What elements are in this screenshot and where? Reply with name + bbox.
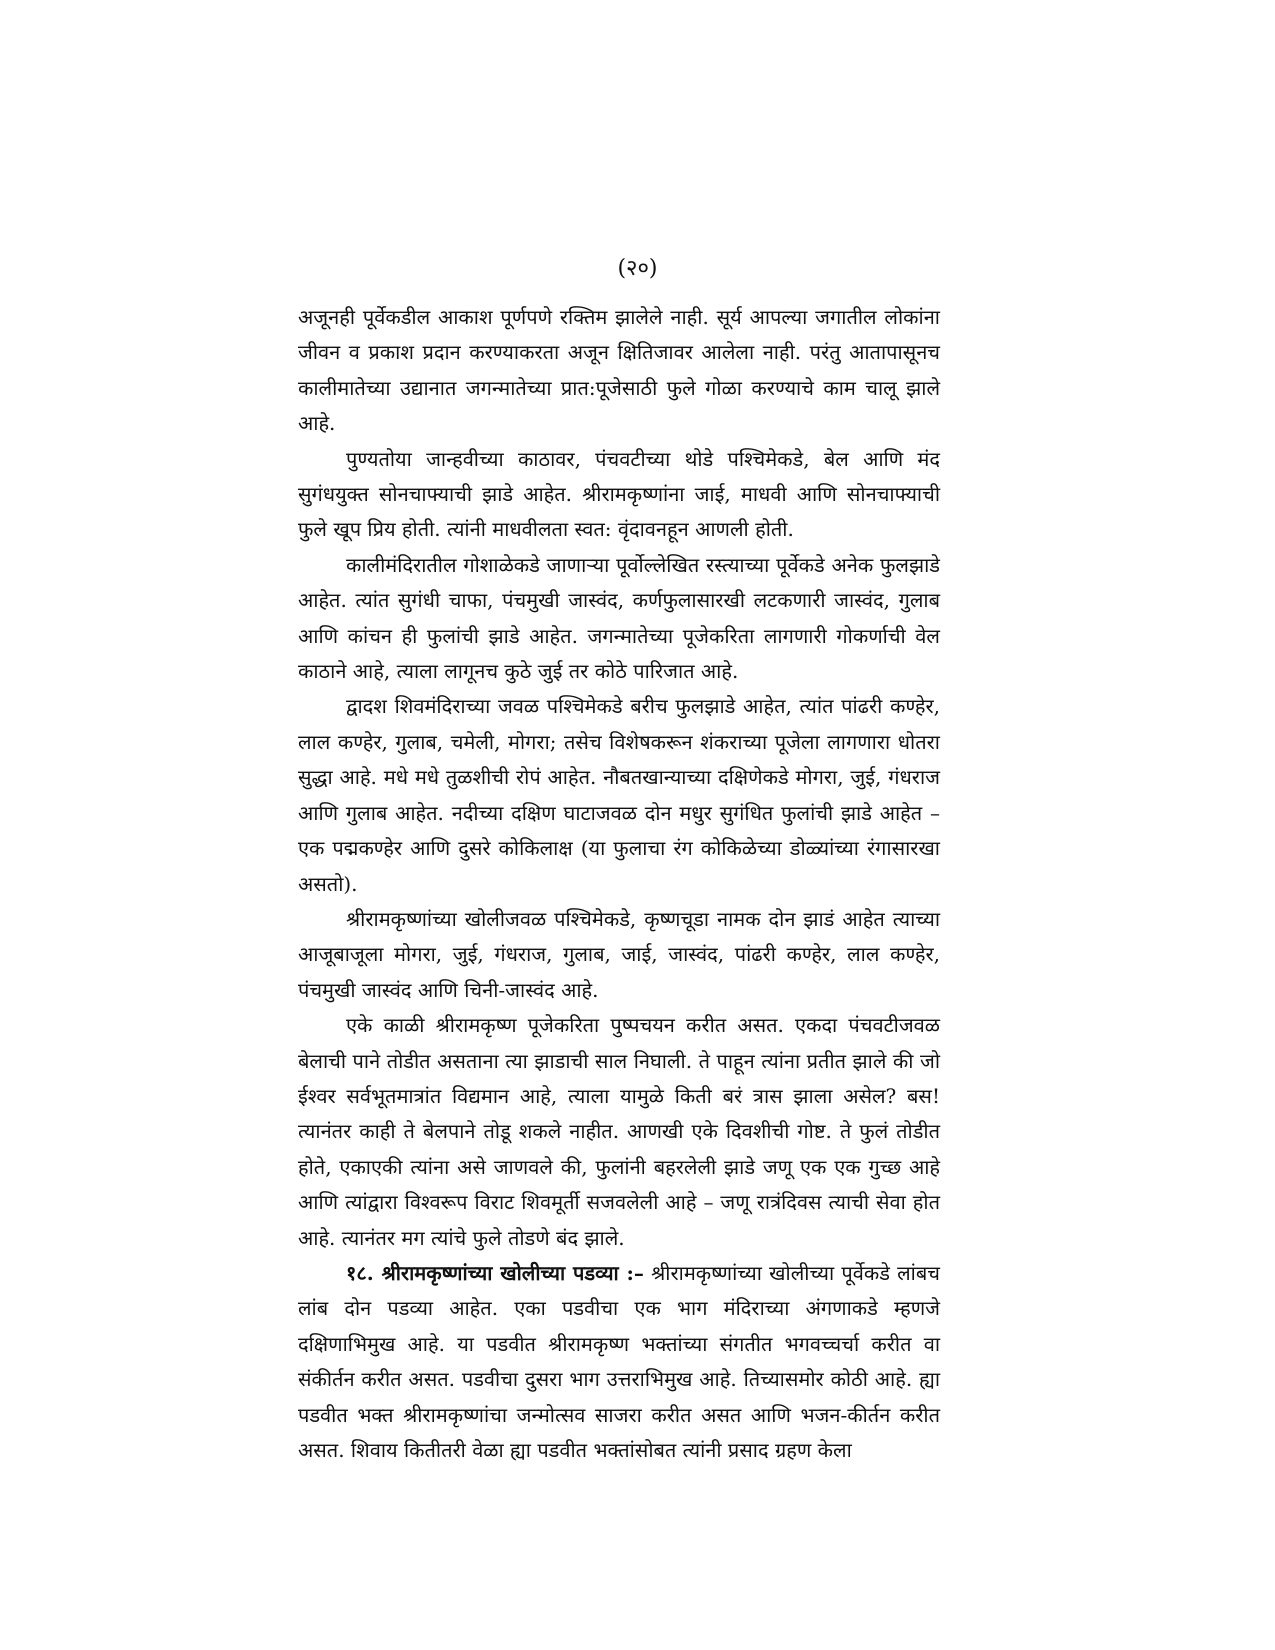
section-heading: १८. श्रीरामकृष्णांच्या खोलीच्या पडव्या :– — [346, 1260, 644, 1285]
section-text: श्रीरामकृष्णांच्या खोलीच्या पूर्वेकडे लांबच लांब दोन पडव्या आहेत. एका पडवीचा एक भाग मंदिराच्या अंगणाकडे म्हणजे दक्षिणाभिमुख आहे. या पडवीत श्रीरामकृष्ण भक्तांच्या संगतीत भगवच्चर्चा करीत वा संकीर्तन करीत असत. पडवीचा दुसरा भाग उत्तराभिमुख आहे. तिच्यासमोर कोठी आहे. ह्या पडवीत भक्त श्रीरामकृष्णांचा जन्मोत्सव साजरा करीत असत आणि भजन-कीर्तन करीत असत. शिवाय कितीतरी वेळा ह्या पडवीत भक्तांसोबत त्यांनी प्रसाद ग्रहण केला — [298, 1260, 940, 1462]
body-text — [298, 300, 940, 1468]
paragraph-7 — [298, 1256, 940, 1468]
paragraph-6: एके काळी श्रीरामकृष्ण पूजेकरिता पुष्पचयन करीत असत. एकदा पंचवटीजवळ बेलाची पाने तोडीत असताना त्या झाडाची साल निघाली. ते पाहून त्यांना प्रतीत झाले की जो ईश्वर सर्वभूतमात्रांत विद्यमान आहे, त्याला यामुळे किती बरं त्रास झाला असेल? बस! त्यानंतर काही ते बेलपाने तोडू शकले नाहीत. आणखी एके दिवशीची गोष्ट. ते फुलं तोडीत होते, एकाएकी त्यांना असे जाणवले की, फुलांनी बहरलेली झाडे जणू एक एक गुच्छ आहे आणि त्यांद्वारा विश्वरूप विराट शिवमूर्ती सजवलेली आहे – जणू रात्रंदिवस त्याची सेवा होत आहे. त्यानंतर मग त्यांचे फुले तोडणे बंद झाले. — [298, 1013, 940, 1250]
paragraph-4: द्वादश शिवमंदिराच्या जवळ पश्चिमेकडे बरीच फुलझाडे आहेत, त्यांत पांढरी कण्हेर, लाल कण्हेर, गुलाब, चमेली, मोगरा; तसेच विशेषकरून शंकराच्या पूजेला लागणारा धोतरा सुद्धा आहे. मधे मधे तुळशीची रोपं आहेत. नौबतखान्याच्या दक्षिणेकडे मोगरा, जुई, गंधराज आणि गुलाब आहेत. नदीच्या दक्षिण घाटाजवळ दोन मधुर सुगंधित फुलांची झाडे आहेत – एक पद्मकण्हेर आणि दुसरे कोकिलाक्ष (या फुलाचा रंग कोकिळेच्या डोळ्यांच्या रंगासारखा असतो). — [298, 694, 940, 896]
paragraph-2: पुण्यतोया जान्हवीच्या काठावर, पंचवटीच्या थोडे पश्चिमेकडे, बेल आणि मंद सुगंधयुक्त सोनचाफ्याची झाडे आहेत. श्रीरामकृष्णांना जाई, माधवी आणि सोनचाफ्याची फुले खूप प्रिय होती. त्यांनी माधवीलता स्वत: वृंदावनहून आणली होती. — [298, 446, 940, 542]
paragraph-3: कालीमंदिरातील गोशाळेकडे जाणाऱ्या पूर्वोल्लेखित रस्त्याच्या पूर्वेकडे अनेक फुलझाडे आहेत. त्यांत सुगंधी चाफा, पंचमुखी जास्वंद, कर्णफुलासारखी लटकणारी जास्वंद, गुलाब आणि कांचन ही फुलांची झाडे आहेत. जगन्मातेच्या पूजेकरिता लागणारी गोकर्णाची वेल काठाने आहे, त्याला लागूनच कुठे जुई तर कोठे पारिजात आहे. — [298, 552, 940, 684]
paragraph-5: श्रीरामकृष्णांच्या खोलीजवळ पश्चिमेकडे, कृष्णचूडा नामक दोन झाडं आहेत त्याच्या आजूबाजूला मोगरा, जुई, गंधराज, गुलाब, जाई, जास्वंद, पांढरी कण्हेर, लाल कण्हेर, पंचमुखी जास्वंद आणि चिनी-जास्वंद आहे. — [298, 906, 940, 1002]
paragraph-1: अजूनही पूर्वेकडील आकाश पूर्णपणे रक्तिम झालेले नाही. सूर्य आपल्या जगातील लोकांना जीवन व प्रकाश प्रदान करण्याकरता अजून क्षितिजावर आलेला नाही. परंतु आतापासूनच कालीमातेच्या उद्यानात जगन्मातेच्या प्रात:पूजेसाठी फुले गोळा करण्याचे काम चालू झाले आहे. — [298, 305, 940, 436]
page-number: (२०) — [617, 256, 658, 281]
